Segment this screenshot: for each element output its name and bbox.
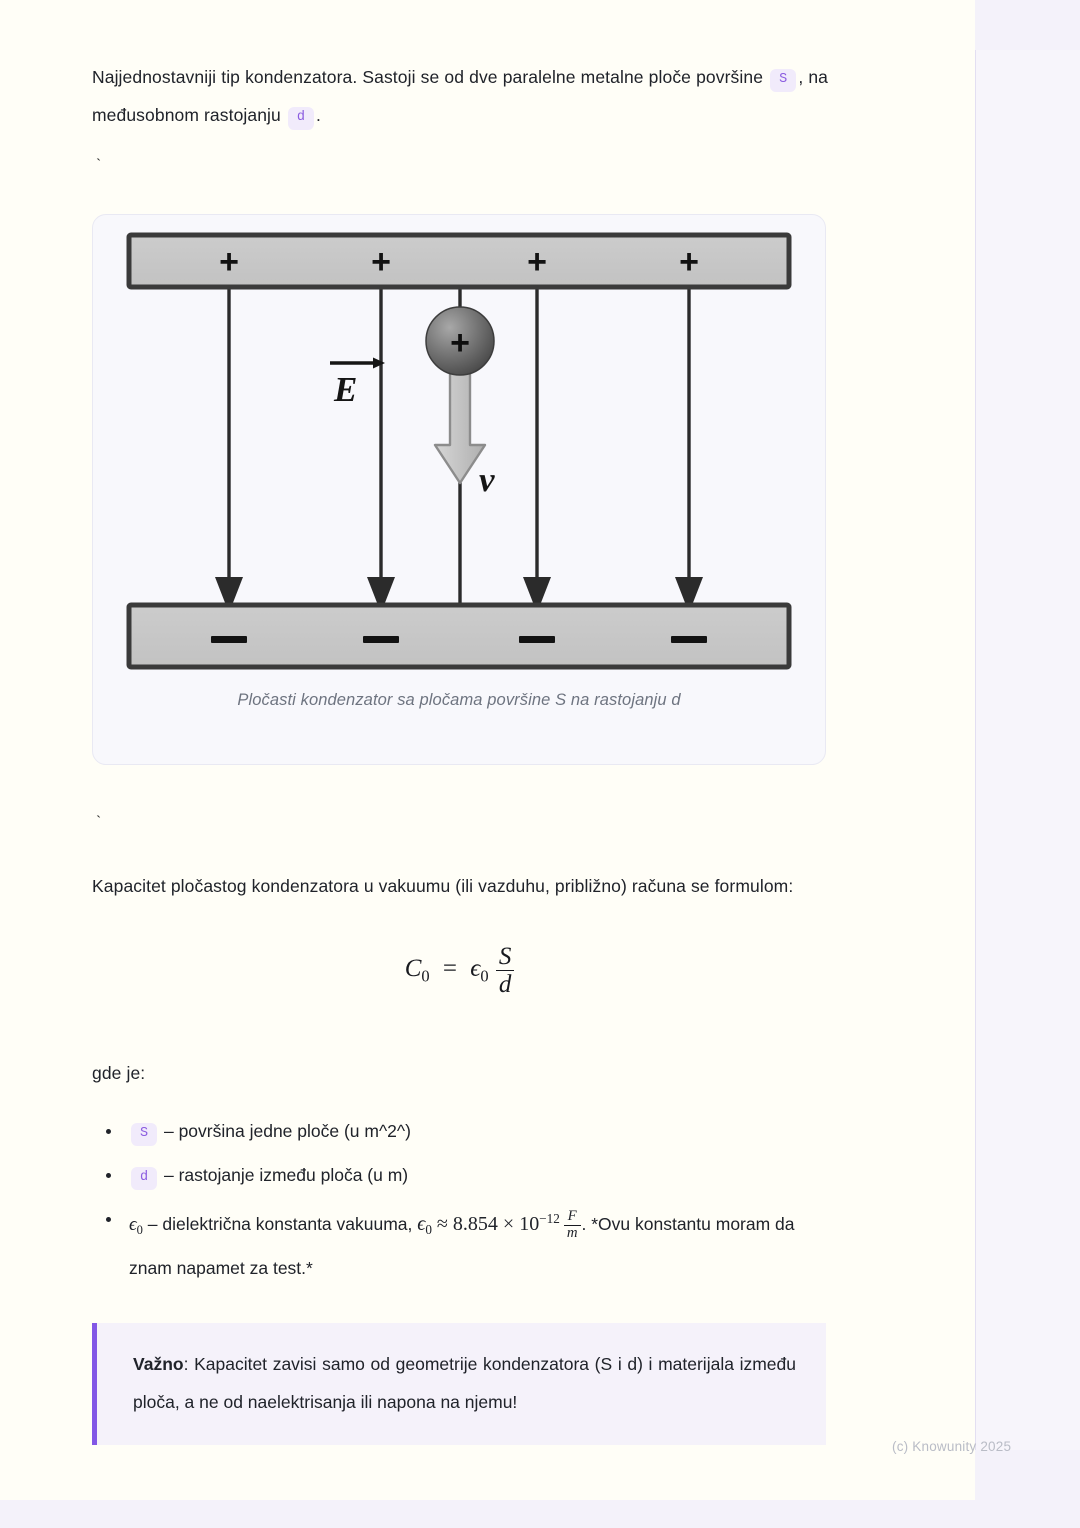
eps-math-symbol: ϵ xyxy=(417,1212,426,1235)
formula-intro-paragraph: Kapacitet pločastog kondenzatora u vakuumu (ili vazduhu, približno) računa se formulom: xyxy=(92,876,794,896)
capacitor-figure-card xyxy=(92,214,826,765)
definition-text-d: – rastojanje između ploča (u m) xyxy=(163,1165,409,1185)
intro-text-part3: . xyxy=(316,105,322,125)
positive-charge-particle xyxy=(426,307,494,375)
velocity-label xyxy=(479,460,495,499)
formula-equals: = xyxy=(442,955,457,983)
svg-text:+: + xyxy=(371,243,391,281)
document-content xyxy=(92,0,828,1445)
where-is-label: gde je: xyxy=(92,1063,146,1083)
stray-backtick-bottom: ` xyxy=(94,814,104,831)
code-badge-d-intro: d xyxy=(288,107,314,130)
definition-item-s xyxy=(92,1112,828,1150)
page-right-gutter xyxy=(975,50,1080,1450)
svg-text:E: E xyxy=(334,370,358,409)
epsilon-value-math xyxy=(417,1207,581,1241)
svg-text:+: + xyxy=(527,243,547,281)
formula-epsilon-symbol: ϵ xyxy=(470,955,481,983)
definition-text-s: – površina jedne ploče (u m^2^) xyxy=(163,1121,411,1141)
svg-text:+: + xyxy=(679,243,699,281)
eps-math-subscript: 0 xyxy=(425,1222,432,1238)
capacitance-formula xyxy=(92,943,828,998)
intro-text-part1: Najjednostavniji tip kondenzatora. Sastoji se od dve paralelne metalne ploče površine xyxy=(92,67,764,87)
callout-bold-label: Važno xyxy=(133,1354,184,1375)
epsilon-symbol-inline: $\epsilon_0$ xyxy=(129,1213,143,1237)
intro-paragraph xyxy=(92,58,828,134)
svg-text:+: + xyxy=(450,324,470,362)
definition-text-epsilon-before: – dielektrična konstanta vakuuma, xyxy=(147,1213,413,1234)
svg-text:+: + xyxy=(219,243,239,281)
definitions-list xyxy=(92,1112,828,1287)
eps-math-base: 10 xyxy=(519,1212,540,1235)
electric-field-label xyxy=(330,358,385,410)
callout-body-text: : Kapacitet zavisi samo od geometrije kondenzatora (S i d) i materijala između ploča, a ne od naelektrisanja ili napona na njemu! xyxy=(133,1354,796,1413)
eps-math-exponent: −12 xyxy=(539,1211,560,1226)
code-badge-d-def: d xyxy=(131,1167,157,1190)
eps-unit-numerator: F xyxy=(567,1207,577,1224)
definition-item-epsilon xyxy=(92,1200,828,1287)
stray-backtick-top: ` xyxy=(94,157,104,174)
formula-denominator: d xyxy=(496,970,515,998)
svg-text:v: v xyxy=(479,460,495,499)
callout-text xyxy=(133,1345,796,1421)
code-badge-s-def: S xyxy=(131,1123,157,1146)
eps-math-approx: ≈ xyxy=(436,1212,448,1235)
footer-watermark: (c) Knowunity 2025 xyxy=(892,1439,1012,1454)
code-badge-s-intro: S xyxy=(770,69,796,92)
important-callout xyxy=(92,1323,826,1445)
eps-math-times: × xyxy=(502,1212,515,1235)
eps-math-unit-fraction xyxy=(564,1209,581,1242)
formula-fraction xyxy=(496,943,515,998)
figure-caption: Pločasti kondenzator sa pločama površine S na rastojanju d xyxy=(237,691,681,709)
formula-numerator: S xyxy=(498,943,512,970)
eps-math-mantissa: 8.854 xyxy=(452,1212,498,1235)
intro-text-part2: , na međusobnom rastojanju xyxy=(92,67,829,125)
formula-lhs-symbol: C xyxy=(404,955,422,983)
definition-item-d xyxy=(92,1156,828,1194)
definition-text-epsilon-after: . *Ovu konstantu moram da znam napamet za test.* xyxy=(129,1213,795,1279)
formula-lhs-subscript: 0 xyxy=(421,966,430,986)
formula-epsilon-subscript: 0 xyxy=(480,966,489,986)
eps-unit-denominator: m xyxy=(564,1225,581,1242)
parallel-plate-capacitor-diagram xyxy=(93,215,827,766)
